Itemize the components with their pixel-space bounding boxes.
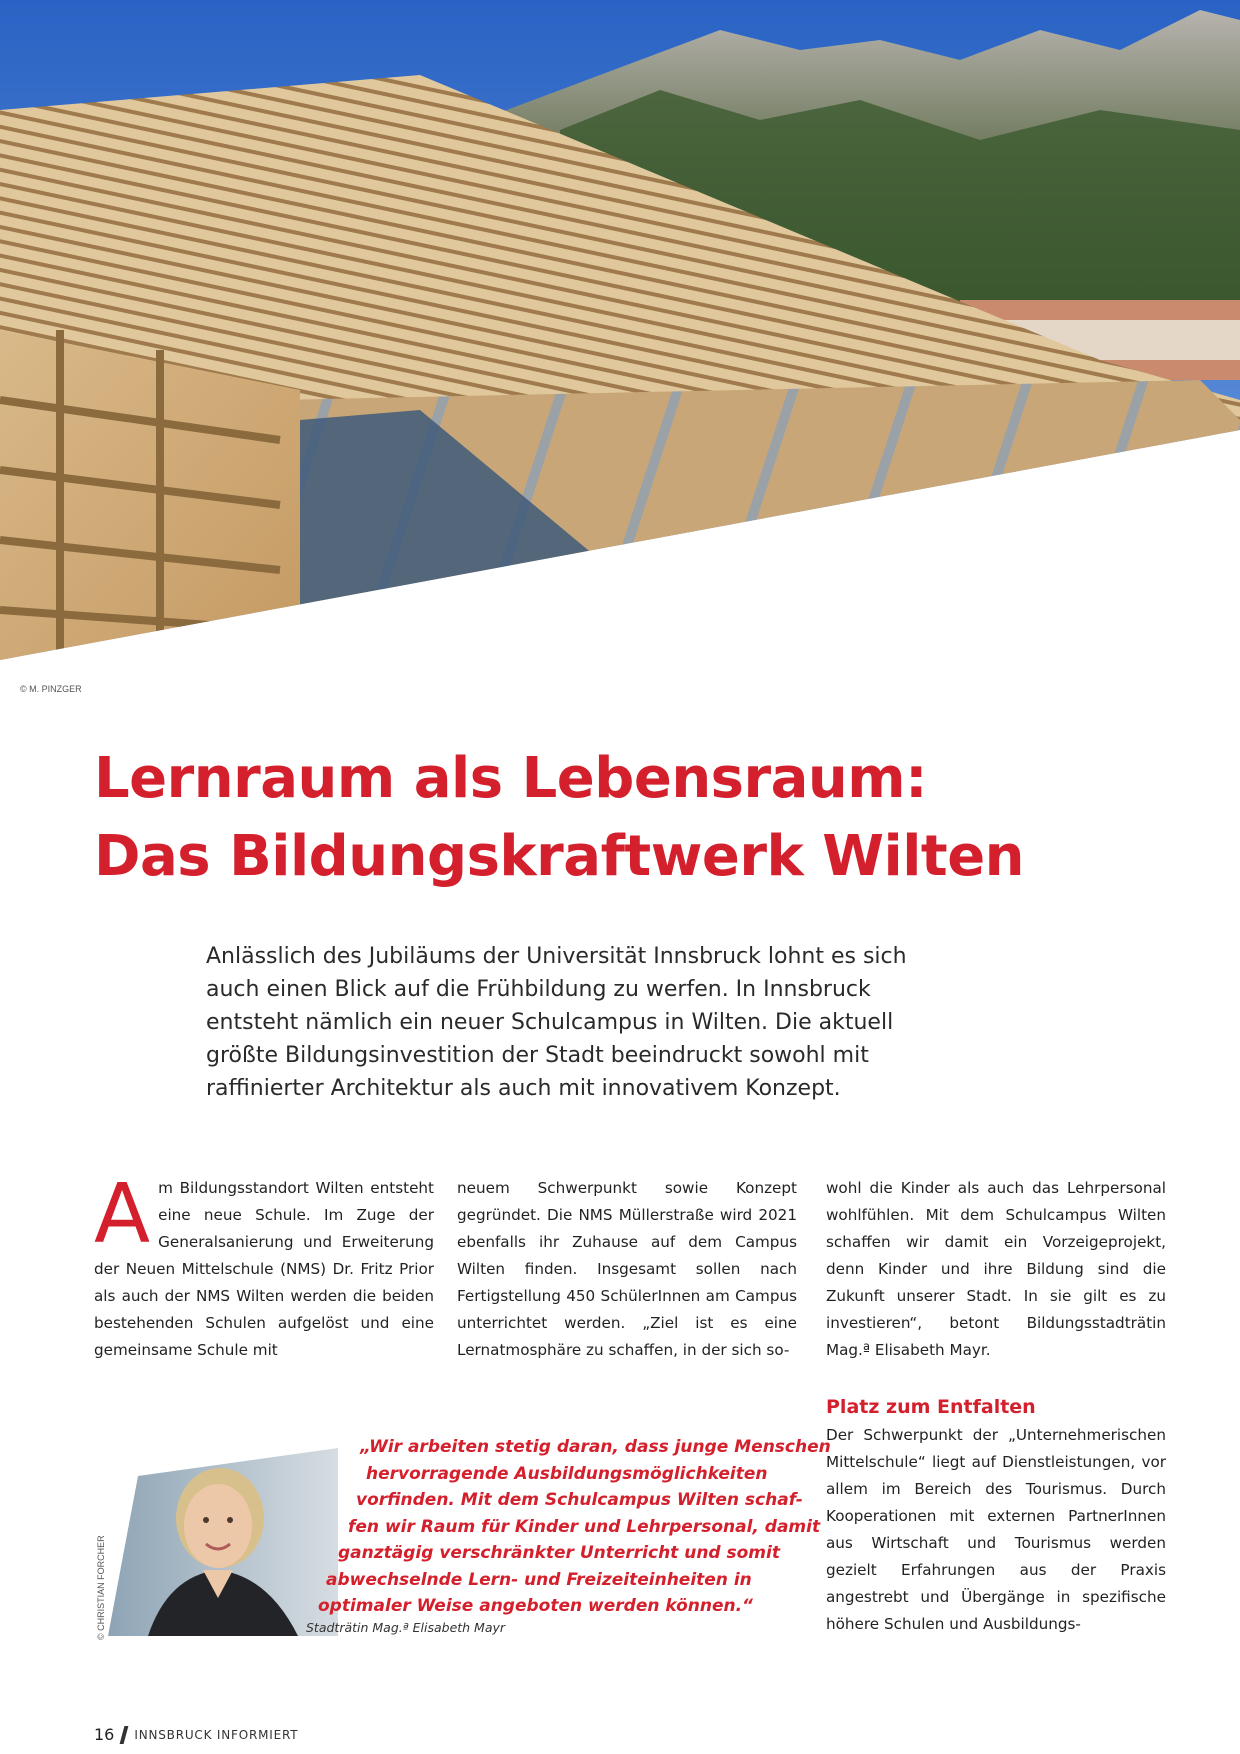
quote-line: abwechselnde Lern- und Freizeiteinheiten in <box>326 1569 752 1590</box>
body-paragraph-3: wohl die Kinder als auch das Lehrpersonal wohlfühlen. Mit dem Schulcampus Wilten schaffen wir damit ein Vorzeigeprojekt, denn Kinder und ihre Bildung sind die Zukunft unserer Stadt. In sie gilt es zu investieren“, betont Bildungsstadträtin Mag.ª Elisabeth Mayr. <box>826 1179 1166 1359</box>
body-paragraph-2: neuem Schwerpunkt sowie Konzept gegründet. Die NMS Müllerstraße wird 2021 ebenfalls ihr Zuhause auf dem Campus Wilten finden. Insgesamt sollen nach Fertigstellung 450 SchülerInnen am Campus unterrichtet werden. „Ziel ist es eine Lernatmosphäre zu schaffen, in der sich so- <box>457 1179 797 1359</box>
page-number: 16 <box>94 1725 115 1744</box>
page-footer <box>94 1725 298 1744</box>
dropcap: A <box>94 1167 151 1262</box>
section-subhead: Platz zum Entfalten <box>826 1396 1036 1418</box>
article-title <box>94 740 1194 896</box>
title-line-1: Lernraum als Lebensraum: <box>94 746 928 811</box>
text-column-2 <box>457 1175 797 1364</box>
publication-name: INNSBRUCK INFORMIERT <box>134 1727 299 1742</box>
title-line-2: Das Bildungskraftwerk Wilten <box>94 824 1025 889</box>
hero-photo-credit: © M. PINZGER <box>20 684 82 694</box>
body-paragraph-1: m Bildungsstandort Wilten entsteht eine neue Schule. Im Zuge der Generalsanierung und Erweiterung der Neuen Mittelschule (NMS) Dr. Fritz Prior als auch der NMS Wilten werden die beiden bestehenden Schulen aufgelöst und eine gemeinsame Schule mit <box>94 1179 434 1359</box>
quote-author: Stadträtin Mag.ª Elisabeth Mayr <box>306 1620 506 1635</box>
hero-photo <box>0 0 1240 660</box>
quote-line: vorfinden. Mit dem Schulcampus Wilten schaf- <box>356 1490 803 1510</box>
footer-divider <box>120 1726 129 1744</box>
quote-line: fen wir Raum für Kinder und Lehrpersonal, damit <box>348 1516 821 1537</box>
article-lead: Anlässlich des Jubiläums der Universität Innsbruck lohnt es sich auch einen Blick auf die Frühbildung zu werfen. In Innsbruck entsteht nämlich ein neuer Schulcampus in Wilten. Die aktuell größte Bildungsinvestition der Stadt beeindruckt sowohl mit raffinierter Architektur als auch mit innovativem Konzept. <box>206 944 907 1101</box>
quote-line: „Wir arbeiten stetig daran, dass junge Menschen <box>360 1437 831 1457</box>
quote-line: ganztägig verschränkter Unterricht und somit <box>338 1543 780 1563</box>
portrait-photo-credit: © CHRISTIAN FORCHER <box>96 1535 106 1640</box>
text-column-1 <box>94 1167 434 1364</box>
text-column-3 <box>826 1175 1166 1638</box>
quote-line: optimaler Weise angeboten werden können.“ <box>318 1596 753 1616</box>
pull-quote <box>300 1434 831 1620</box>
body-paragraph-4: Der Schwerpunkt der „Unternehmerischen Mittelschule“ liegt auf Dienstleistungen, vor allem im Bereich des Tourismus. Durch Kooperationen mit externen PartnerInnen aus Wirtschaft und Tourismus werden gezielt Erfahrungen aus der Praxis angestrebt und Übergänge in spezifische höhere Schulen und Ausbildungs- <box>826 1426 1166 1633</box>
quote-line: hervorragende Ausbildungsmöglichkeiten <box>366 1463 768 1484</box>
